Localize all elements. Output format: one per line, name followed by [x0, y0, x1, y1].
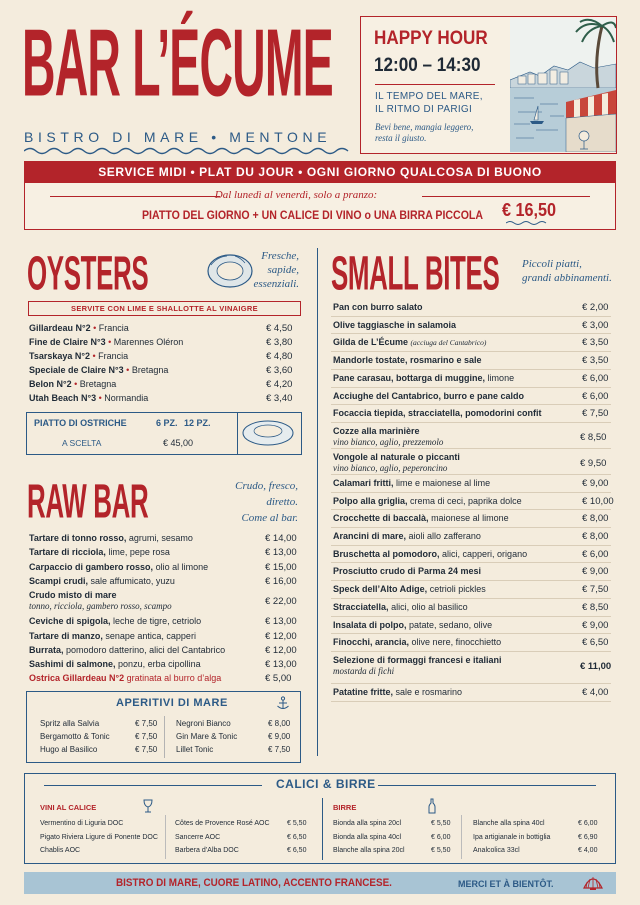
oyster-origin: Francia [98, 351, 129, 361]
aperitivo-name: Gin Mare & Tonic [176, 732, 238, 741]
daily-offer-price: € 16,50 [502, 200, 557, 220]
wine-divider [165, 815, 166, 859]
oyster-price: € 4,50 [266, 323, 293, 334]
row-divider [331, 633, 611, 634]
separator-dot: • [71, 379, 80, 389]
oyster-origin: Normandia [104, 393, 149, 403]
oysters-title: OYSTERS [27, 245, 149, 301]
wave-divider-icon [24, 146, 354, 156]
oysters-serving-note: SERVITE CON LIME E SHALLOTTE AL VINAIGRE [28, 301, 301, 316]
drink-price: € 4,00 [578, 847, 598, 854]
small-bite-price: € 8,00 [582, 531, 609, 542]
aperitivi-title: APERITIVI DI MARE [116, 697, 228, 709]
raw-bar-price: € 14,00 [265, 533, 297, 544]
small-bite-row [333, 687, 462, 697]
raw-bar-desc: pomodoro datterino, alici del Cantabrico [66, 644, 226, 655]
small-bite-row [333, 531, 481, 541]
row-divider [331, 422, 611, 423]
oyster-name: Gillardeau N°2 [29, 323, 91, 333]
oysters-note-line: essenziali. [253, 278, 299, 290]
raw-bar-note-line: diretto. [266, 496, 298, 508]
drinks-center-divider [322, 798, 323, 860]
oyster-origin: Bretagna [79, 379, 117, 389]
small-bite-row [333, 513, 509, 523]
raw-bar-price: € 12,00 [265, 644, 297, 656]
small-bite-name: Focaccia tiepida, stracciatella, pomodorini confit [333, 408, 542, 419]
oyster-name: Fine de Claire N°3 [29, 337, 106, 347]
small-bite-row [333, 496, 522, 506]
oyster-name: Tsarskaya N°2 [29, 351, 90, 361]
beer-section-title: BIRRE [333, 803, 357, 812]
small-bites-note-line: Piccoli piatti, [522, 258, 582, 270]
happy-hour-time: 12:00 – 14:30 [374, 55, 481, 76]
small-bite-desc: alici, olio al basilico [391, 601, 468, 612]
happy-hour-italic1: Bevi bene, mangia leggero, [375, 122, 474, 132]
small-bite-row [333, 478, 490, 488]
small-bites-note-line: grandi abbinamenti. [522, 272, 612, 284]
aperitivo-price: € 7,50 [135, 719, 158, 728]
raw-bar-name: Tartare di ricciola, [29, 547, 106, 558]
row-divider [331, 369, 611, 370]
raw-bar-desc: olio al limone [155, 561, 209, 572]
small-bite-price: € 8,50 [582, 601, 609, 613]
oyster-platter-title: PIATTO DI OSTRICHE [34, 418, 127, 428]
row-divider [331, 474, 611, 475]
raw-bar-desc: senape antica, capperi [105, 630, 196, 641]
small-bite-price: € 6,00 [582, 372, 609, 384]
small-bite-price: € 6,00 [582, 390, 609, 402]
raw-bar-sub: tonno, ricciola, gambero rosso, scampo [29, 601, 172, 612]
oyster-origin: Marennes Oléron [113, 337, 184, 347]
small-bite-name: Gilda de L’Écume [333, 337, 409, 348]
separator-dot: • [123, 365, 132, 375]
oyster-price: € 3,40 [266, 393, 293, 404]
aperitivo-price: € 7,50 [268, 745, 291, 754]
raw-bar-row [29, 616, 201, 626]
column-divider [317, 248, 318, 756]
drink-name: Blanche alla spina 40cl [473, 820, 545, 827]
oyster-row [29, 323, 129, 333]
small-bite-row [333, 602, 468, 612]
aperitivi-divider [164, 716, 165, 758]
aperitivo-price: € 8,00 [268, 719, 291, 728]
small-bite-row [333, 337, 486, 347]
small-bite-row [333, 391, 524, 401]
oyster-price: € 4,80 [266, 351, 293, 362]
small-bite-price: € 4,00 [582, 686, 609, 698]
drink-name: Côtes de Provence Rosé AOC [175, 820, 270, 827]
raw-bar-note-line: Crudo, fresco, [235, 480, 298, 492]
small-bite-name: Pan con burro salato [333, 302, 423, 312]
beer-divider [461, 815, 462, 859]
happy-hour-line1: IL TEMPO DEL MARE, [375, 91, 483, 102]
drink-name: Bionda alla spina 20cl [333, 820, 402, 827]
raw-bar-price: € 13,00 [265, 547, 297, 559]
separator-dot: • [105, 337, 114, 347]
oyster-row [29, 393, 148, 403]
raw-bar-row [29, 576, 175, 586]
drink-name: Analcolica 33cl [473, 847, 520, 854]
row-divider [331, 509, 611, 510]
happy-hour-rule [375, 84, 495, 85]
drink-name: Pigato Riviera Ligure di Ponente DOC [40, 833, 158, 841]
row-divider [331, 545, 611, 546]
drink-price: € 6,00 [578, 820, 598, 827]
small-bite-name: Insalata di polpo, [333, 619, 407, 630]
raw-bar-name: Ostrica Gillardeau N°2 [29, 673, 125, 684]
separator-dot: • [89, 351, 99, 361]
raw-bar-name: Crudo misto di mare [29, 590, 117, 601]
oysters-note-line: Fresche, [261, 250, 299, 262]
small-bite-desc: lime e maionese al lime [396, 477, 491, 488]
small-bite-price: € 9,00 [582, 619, 609, 631]
drink-price: € 6,50 [287, 847, 307, 854]
drinks-rule-left [44, 785, 262, 786]
raw-bar-desc: ponzu, erba cipollina [118, 659, 201, 670]
small-bites-note [522, 257, 622, 285]
row-divider [331, 448, 611, 449]
row-divider [331, 387, 611, 388]
small-bite-desc: aioli allo zafferano [408, 531, 481, 541]
daily-offer-subtitle: Dal lunedì al venerdì, solo a pranzo: [214, 189, 378, 201]
raw-bar-row [29, 533, 193, 543]
small-bite-desc: olive nere, finocchietto [411, 637, 502, 648]
small-bite-price: € 8,50 [580, 431, 607, 443]
oysters-note-line: sapide, [267, 264, 299, 276]
drink-name: Bionda alla spina 40cl [333, 833, 402, 841]
small-bite-row [333, 584, 486, 594]
raw-bar-name: Sashimi di salmone, [29, 659, 116, 670]
oyster-price: € 3,80 [266, 337, 293, 348]
small-bite-sub: vino bianco, aglio, peperoncino [333, 462, 448, 473]
small-bite-name: Prosciutto crudo di Parma 24 mesi [333, 566, 482, 577]
aperitivo-price: € 9,00 [268, 732, 291, 741]
aperitivo-name: Hugo al Basilico [40, 745, 98, 754]
raw-bar-name: Scampi crudi, [29, 575, 89, 586]
raw-bar-desc: leche de tigre, cetriolo [113, 616, 202, 627]
oyster-platter-choice: A SCELTA [62, 438, 102, 448]
small-bite-desc: sale e rosmarino [395, 686, 463, 697]
daily-offer-text: PIATTO DEL GIORNO + UN CALICE DI VINO o UNA BIRRA PICCOLA [142, 210, 484, 222]
raw-bar-name: Tartare di manzo, [29, 630, 103, 641]
row-divider [331, 683, 611, 684]
raw-bar-name: Carpaccio di gambero rosso, [29, 561, 154, 572]
price-wave-icon [506, 220, 550, 226]
row-divider [331, 316, 611, 317]
raw-bar-note-line: Come al bar. [241, 512, 298, 524]
small-bite-price: € 11,00 [580, 660, 612, 672]
small-bite-name: Bruschetta al pomodoro, [333, 548, 440, 559]
drink-name: Barbera d’Alba DOC [175, 847, 239, 854]
raw-bar-name: Ceviche di spigola, [29, 616, 111, 627]
row-divider [331, 527, 611, 528]
small-bite-name: Mandorle tostate, rosmarino e sale [333, 355, 482, 366]
footer-tagline: BISTRO DI MARE, CUORE LATINO, ACCENTO FRANCESE. [116, 877, 392, 889]
small-bite-desc: patate, sedano, olive [409, 619, 493, 630]
small-bite-row [333, 637, 501, 647]
raw-bar-price: € 16,00 [265, 575, 297, 587]
drink-price: € 5,50 [431, 847, 451, 854]
happy-hour-title: HAPPY HOUR [374, 28, 488, 49]
small-bite-row [333, 566, 481, 576]
happy-hour-italic2: resta il giusto. [375, 133, 427, 143]
small-bite-price: € 6,50 [582, 637, 609, 649]
aperitivo-name: Lillet Tonic [176, 745, 214, 754]
drink-name: Chablis AOC [40, 847, 81, 854]
small-bite-row [333, 549, 527, 559]
raw-bar-price: € 13,00 [265, 616, 297, 628]
raw-bar-row [29, 547, 170, 557]
row-divider [331, 598, 611, 599]
small-bite-row [333, 408, 542, 418]
row-divider [331, 351, 611, 352]
happy-hour-line2: IL RITMO DI PARIGI [375, 104, 473, 115]
oyster-name: Speciale de Claire N°3 [29, 365, 124, 375]
shell-icon [582, 874, 604, 892]
drink-name: Sancerre AOC [175, 833, 221, 841]
raw-bar-name: Burrata, [29, 644, 64, 655]
beer-bottle-icon [428, 798, 436, 814]
oyster-row [29, 351, 128, 361]
small-bite-desc: crema di ceci, paprika dolce [410, 495, 522, 506]
oysters-note [235, 249, 299, 291]
small-bite-row [333, 302, 423, 312]
separator-dot: • [96, 393, 105, 403]
drink-price: € 5,50 [431, 820, 451, 827]
small-bite-desc: (acciuga del Cantabrico) [410, 338, 487, 348]
oyster-row [29, 337, 183, 347]
small-bite-price: € 3,50 [582, 355, 609, 367]
raw-bar-price: € 13,00 [265, 659, 297, 671]
drink-price: € 6,90 [578, 833, 598, 841]
small-bite-row [333, 373, 514, 383]
small-bite-name: Polpo alla griglia, [333, 495, 408, 506]
oyster-plate-icon [241, 418, 295, 448]
small-bite-row [333, 320, 456, 330]
small-bite-price: € 9,00 [582, 477, 609, 489]
small-bite-name: Vongole al naturale o piccanti [333, 451, 460, 462]
drink-name: Blanche alla spina 20cl [333, 847, 405, 854]
service-banner: SERVICE MIDI • PLAT DU JOUR • OGNI GIORNO QUALCOSA DI BUONO [24, 161, 616, 183]
raw-bar-desc: gratinata al burro d’alga [126, 673, 222, 684]
small-bite-name: Speck dell’Alto Adige, [333, 584, 428, 595]
small-bite-name: Calamari fritti, [333, 477, 394, 488]
small-bite-desc: cetrioli pickles [429, 584, 486, 595]
small-bite-name: Acciughe del Cantabrico, burro e pane caldo [333, 390, 525, 401]
oyster-price: € 4,20 [266, 379, 293, 390]
wine-section-title: VINI AL CALICE [40, 803, 97, 812]
row-divider [331, 333, 611, 334]
small-bite-desc: limone [487, 372, 515, 383]
raw-bar-row [29, 659, 201, 669]
row-divider [331, 701, 611, 702]
separator-dot: • [90, 323, 99, 333]
wine-glass-icon [143, 799, 153, 813]
raw-bar-price: € 15,00 [265, 561, 297, 573]
row-divider [331, 492, 611, 493]
oyster-name: Utah Beach N°3 [29, 393, 97, 403]
drinks-title: CALICI & BIRRE [276, 777, 376, 791]
small-bite-price: € 3,00 [582, 319, 609, 331]
small-bite-name: Selezione di formaggi francesi e italiani [333, 654, 502, 665]
aperitivo-name: Bergamotto & Tonic [40, 732, 110, 741]
raw-bar-price: € 12,00 [265, 630, 297, 642]
small-bite-name: Olive taggiasche in salamoia [333, 319, 457, 330]
raw-bar-title: RAW BAR [27, 473, 149, 529]
raw-bar-price: € 22,00 [265, 596, 297, 608]
small-bite-desc: alici, capperi, origano [442, 548, 528, 559]
raw-bar-row [29, 631, 196, 641]
raw-bar-desc: agrumi, sesamo [128, 533, 193, 543]
oyster-name: Belon N°2 [29, 379, 72, 389]
small-bite-sub: vino bianco, aglio, prezzemolo [333, 436, 444, 447]
small-bite-price: € 8,00 [582, 513, 609, 525]
aperitivo-price: € 7,50 [135, 745, 158, 754]
small-bite-name: Finocchi, arancia, [333, 637, 410, 648]
oyster-platter-qty-6: 6 PZ. [156, 418, 178, 428]
raw-bar-row [29, 562, 208, 572]
raw-bar-price: € 5,00 [265, 673, 292, 685]
aperitivo-name: Negroni Bianco [176, 719, 231, 728]
small-bite-row [333, 426, 420, 436]
raw-bar-desc: lime, pepe rosa [108, 547, 170, 558]
oyster-platter-price: € 45,00 [163, 438, 194, 448]
small-bite-price: € 9,50 [580, 457, 607, 469]
small-bite-row [333, 655, 502, 665]
raw-bar-row [29, 673, 221, 683]
row-divider [331, 404, 611, 405]
row-divider [331, 562, 611, 563]
restaurant-title: BAR L’ÉCUME [22, 9, 333, 117]
raw-bar-name: Tartare di tonno rosso, [29, 533, 127, 543]
small-bite-row [333, 355, 482, 365]
footer-goodbye: MERCI ET À BIENTÔT. [458, 879, 554, 889]
drinks-rule-right [378, 785, 596, 786]
raw-bar-desc: sale affumicato, yuzu [90, 575, 175, 586]
raw-bar-row [29, 590, 117, 600]
small-bite-price: € 7,50 [582, 408, 609, 420]
small-bite-price: € 3,50 [582, 337, 609, 349]
small-bite-desc: maionese al limone [431, 513, 509, 524]
raw-bar-row [29, 645, 225, 655]
small-bite-row [333, 452, 460, 462]
oyster-origin: Bretagna [131, 365, 169, 375]
small-bite-name: Pane carasau, bottarga di muggine, [333, 372, 486, 383]
seaside-illustration-icon [510, 18, 616, 152]
small-bite-name: Cozze alla marinière [333, 425, 420, 436]
aperitivo-name: Spritz alla Salvia [40, 719, 100, 728]
small-bite-price: € 2,00 [582, 302, 609, 313]
drink-price: € 6,50 [287, 833, 307, 841]
small-bite-name: Crocchette di baccalà, [333, 513, 429, 524]
drink-price: € 5,50 [287, 820, 307, 827]
small-bite-price: € 10,00 [582, 495, 614, 507]
row-divider [331, 580, 611, 581]
oyster-row [29, 379, 116, 389]
raw-bar-note [218, 478, 298, 526]
oyster-row [29, 365, 168, 375]
small-bite-name: Patatine fritte, [333, 686, 394, 697]
small-bite-row [333, 620, 492, 630]
row-divider [331, 616, 611, 617]
restaurant-subtitle: BISTRO DI MARE • MENTONE [24, 129, 332, 145]
oyster-price: € 3,60 [266, 365, 293, 376]
small-bite-name: Stracciatella, [333, 601, 389, 612]
anchor-icon [276, 696, 290, 710]
drink-name: Ipa artigianale in bottiglia [473, 833, 551, 841]
small-bites-title: SMALL BITES [331, 245, 500, 301]
small-bite-price: € 9,00 [582, 566, 609, 578]
oyster-origin: Francia [98, 323, 129, 333]
aperitivo-price: € 7,50 [135, 732, 158, 741]
row-divider [331, 651, 611, 652]
small-bite-price: € 7,50 [582, 584, 609, 596]
small-bite-price: € 6,00 [582, 548, 609, 560]
small-bite-sub: mostarda di fichi [333, 665, 395, 676]
drink-name: Vermentino di Liguria DOC [40, 820, 124, 827]
small-bite-name: Arancini di mare, [333, 531, 407, 541]
drink-price: € 6,00 [431, 833, 451, 841]
oyster-platter-qty-12: 12 PZ. [184, 418, 211, 428]
